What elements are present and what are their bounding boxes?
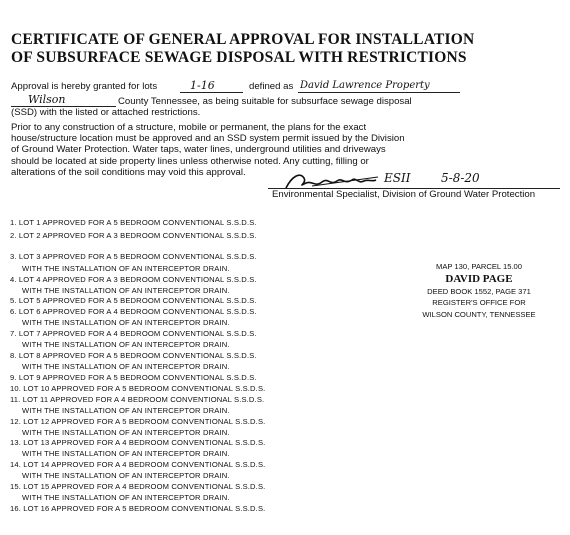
lot-line: 3. LOT 3 APPROVED FOR A 5 BEDROOM CONVENTIONAL S.S.D.S.: [10, 252, 257, 261]
lot-line: 15. LOT 15 APPROVED FOR A 4 BEDROOM CONVENTIONAL S.S.D.S.: [10, 482, 266, 491]
title-line-2: OF SUBSURFACE SEWAGE DISPOSAL WITH RESTRICTIONS: [11, 49, 467, 66]
property-value: David Lawrence Property: [300, 80, 430, 91]
lot-note: WITH THE INSTALLATION OF AN INTERCEPTOR DRAIN.: [22, 340, 230, 349]
signature-date: 5-8-20: [441, 171, 480, 185]
title-line-1: CERTIFICATE OF GENERAL APPROVAL FOR INSTALLATION: [11, 31, 475, 48]
lot-note: WITH THE INSTALLATION OF AN INTERCEPTOR DRAIN.: [22, 318, 230, 327]
lot-note: WITH THE INSTALLATION OF AN INTERCEPTOR DRAIN.: [22, 493, 230, 502]
county-state: WILSON COUNTY, TENNESSEE: [422, 309, 536, 319]
paragraph-line: should be located at side property lines unless otherwise noted. Any cutting, filling or: [11, 155, 369, 167]
defined-as-label: defined as: [249, 81, 294, 92]
map-info-block: [400, 261, 558, 320]
approval-restrictions-text: (SSD) with the listed or attached restrictions.: [11, 107, 201, 118]
lot-note: WITH THE INSTALLATION OF AN INTERCEPTOR DRAIN.: [22, 406, 230, 415]
paragraph-line: Prior to any construction of a structure, mobile or permanent, the plans for the exact: [11, 122, 367, 133]
lot-line: 10. LOT 10 APPROVED FOR A 5 BEDROOM CONVENTIONAL S.S.D.S.: [10, 384, 266, 393]
lots-value: 1-16: [190, 79, 215, 92]
paragraph-line: alterations of the soil conditions may void this approval.: [11, 166, 246, 178]
lot-line: 1. LOT 1 APPROVED FOR A 5 BEDROOM CONVENTIONAL S.S.D.S.: [10, 218, 257, 227]
deed-reference: DEED BOOK 1552, PAGE 371: [427, 286, 531, 296]
lots-underline: [180, 92, 243, 93]
construction-paragraph: [11, 122, 481, 178]
lot-note: WITH THE INSTALLATION OF AN INTERCEPTOR DRAIN.: [22, 264, 230, 273]
lot-line: 2. LOT 2 APPROVED FOR A 3 BEDROOM CONVENTIONAL S.S.D.S.: [10, 231, 257, 240]
approval-prefix: Approval is hereby granted for lots: [11, 81, 158, 92]
signature-caption: Environmental Specialist, Division of Ground Water Protection: [272, 189, 536, 200]
county-value: Wilson: [28, 93, 66, 106]
register-office: REGISTER'S OFFICE FOR: [432, 298, 526, 307]
lot-note: WITH THE INSTALLATION OF AN INTERCEPTOR DRAIN.: [22, 362, 230, 371]
lot-note: WITH THE INSTALLATION OF AN INTERCEPTOR DRAIN.: [22, 428, 230, 437]
lot-note: WITH THE INSTALLATION OF AN INTERCEPTOR DRAIN.: [22, 471, 230, 480]
paragraph-line: house/structure location must be approved and an SSD system permit issued by the Division: [11, 133, 405, 145]
certificate-title: [11, 31, 474, 67]
lot-line: 9. LOT 9 APPROVED FOR A 5 BEDROOM CONVENTIONAL S.S.D.S.: [10, 373, 257, 382]
lot-line: 8. LOT 8 APPROVED FOR A 5 BEDROOM CONVENTIONAL S.S.D.S.: [10, 351, 257, 360]
lot-line: 5. LOT 5 APPROVED FOR A 5 BEDROOM CONVENTIONAL S.S.D.S.: [10, 296, 257, 305]
lot-line: 4. LOT 4 APPROVED FOR A 3 BEDROOM CONVENTIONAL S.S.D.S.: [10, 275, 257, 284]
lot-line: 13. LOT 13 APPROVED FOR A 4 BEDROOM CONVENTIONAL S.S.D.S.: [10, 438, 266, 447]
lot-line: 11. LOT 11 APPROVED FOR A 4 BEDROOM CONVENTIONAL S.S.D.S.: [10, 395, 265, 404]
signature-rank: ESII: [384, 171, 411, 185]
map-parcel: MAP 130, PARCEL 15.00: [436, 262, 522, 271]
lot-line: 7. LOT 7 APPROVED FOR A 4 BEDROOM CONVENTIONAL S.S.D.S.: [10, 329, 257, 338]
lot-note: WITH THE INSTALLATION OF AN INTERCEPTOR DRAIN.: [22, 286, 230, 295]
paragraph-line: of Ground Water Protection. Water taps, water lines, underground utilities and driveways: [11, 144, 386, 156]
lot-note: WITH THE INSTALLATION OF AN INTERCEPTOR DRAIN.: [22, 449, 230, 458]
approval-county-text: County Tennessee, as being suitable for subsurface sewage disposal: [118, 96, 412, 107]
lot-line: 14. LOT 14 APPROVED FOR A 4 BEDROOM CONVENTIONAL S.S.D.S.: [10, 460, 266, 469]
lot-line: 16. LOT 16 APPROVED FOR A 5 BEDROOM CONVENTIONAL S.S.D.S.: [10, 504, 266, 513]
property-underline: [298, 92, 460, 93]
owner-name: DAVID PAGE: [445, 272, 513, 285]
lot-line: 12. LOT 12 APPROVED FOR A 5 BEDROOM CONVENTIONAL S.S.D.S.: [10, 417, 266, 426]
lot-line: 6. LOT 6 APPROVED FOR A 4 BEDROOM CONVENTIONAL S.S.D.S.: [10, 307, 257, 316]
